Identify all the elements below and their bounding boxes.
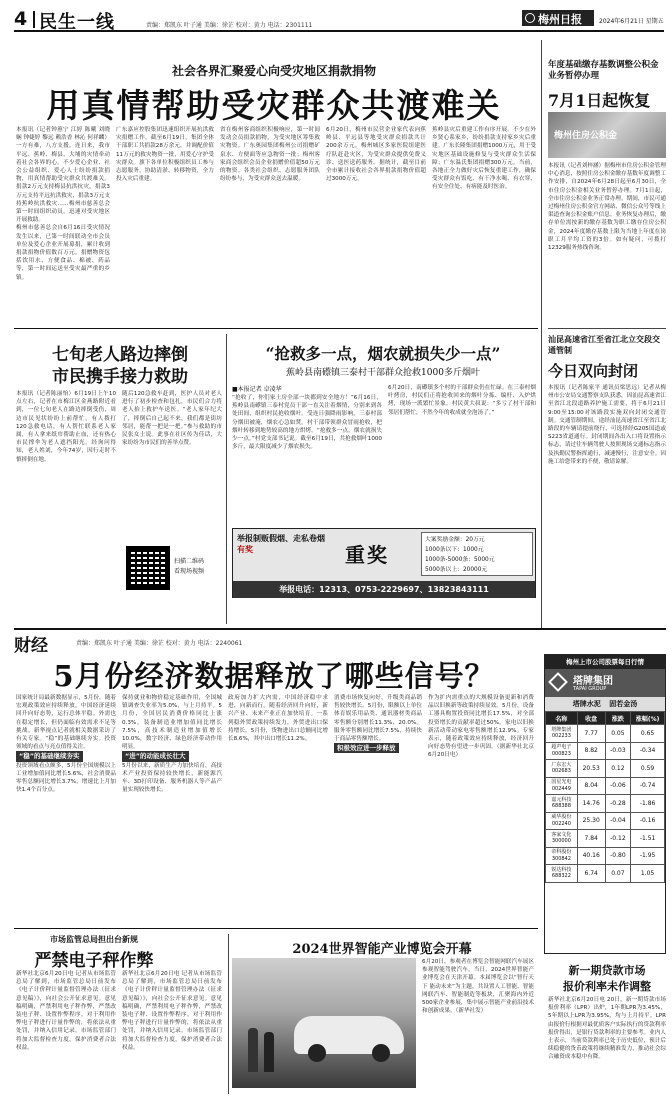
stock-close: 7.84: [577, 830, 605, 848]
stock-panel: [544, 654, 666, 954]
market-body-2: [122, 970, 222, 1094]
stock-change: -0.12: [605, 830, 631, 848]
stock-row: [546, 760, 665, 778]
qr-caption-b: 看现场视频: [174, 568, 205, 575]
housing-fund-banner-text: 梅州住房公积金: [554, 131, 618, 141]
tapai-logo-icon: [548, 672, 568, 692]
stock-close: 6.74: [577, 865, 605, 883]
right-top-headline-b: 7月1日起恢复: [548, 91, 651, 110]
ad-title-text: 举报制贩假烟、走私卷烟: [237, 533, 325, 543]
story3-body: “抢收了，你们家土房全部一块都到安全地方！”6月16日，蕉岭县南礤镇三泰村党员干部一直关注着烟情，分别来到各处田间，组织村民抢收烟叶。受连日强降雨影响，三泰村部分烟田被淹，烟农心急如焚。村干部带领群众冒雨抢收，把烟叶转移到地势较高的地方烘烤。“抢救多一点，烟农就损失少一点。”村党支部书记说。截至6月19日，共抢救烟叶1000多斤，最大限度减少了烟农损失。: [232, 395, 382, 451]
stock-name: 帝科股份 300842: [546, 847, 578, 865]
stock-row: [546, 865, 665, 883]
stock-header-change: 涨跌: [605, 712, 631, 725]
stock-slogan-a: 塔牌水泥: [572, 700, 601, 708]
stock-pct: 1.05: [631, 865, 665, 883]
stock-name: 国星光电 002449: [546, 777, 578, 795]
ad-line-4: 5000条以上：20000元: [425, 567, 488, 573]
stock-change: -0.04: [605, 812, 631, 830]
story2-body-a: 本报讯（记者陈丽怡）6月19日上午10点左右，记者在市梅江区金燕路附近看到，一位七旬老人在路边摔倒受伤，周边市民见状纷纷上前帮忙。有人拨打120急救电话，有人帮忙联系老人家属，有人拿来纸巾帮助止血，还有热心市民撑伞为老人遮挡阳光。经询问得知，老人姓刘，今年74岁，因行走时不慎摔倒在地。: [16, 391, 116, 463]
finance-column-5: 作为扩内需重点的大规模设备更新和消费品以旧换新等政策持续显效。5月份，设备工器具购置投资同比增长17.5%，对全部投资增长的贡献率超过50%。家电以旧换新活动带动家电零售额增长12.9%。专家表示，随着政策效应持续释放，经济回升向好态势有望进一步巩固。（据新华社北京6月20日电）: [428, 695, 534, 759]
lpr-headline-b: 报价利率未作调整: [563, 980, 651, 993]
finance-subhead-3: 积极效应进一步释放: [334, 743, 399, 753]
stock-name: 威华股份 002240: [546, 812, 578, 830]
finance-text-2b: 5月份以来，新质生产力加快培育，高技术产业投资保持较快增长，新能源汽车、3D打印设备、服务机器人等产品产量实现较快增长。: [122, 762, 222, 794]
stock-row: [546, 830, 665, 848]
stock-close: 40.16: [577, 847, 605, 865]
stock-company-en: TAPAI GROUP: [573, 686, 607, 692]
market-body-cont: 新华社北京6月20日电 记者从市场监管总局了解到，市场监管总局日前发布《电子计价秤计量监督管理办法（征求意见稿）》，向社会公开征求意见。意见稿明确，严禁利用电子秤作弊，严禁改装电子秤、设置作弊程序。对于利用作弊电子秤进行计量作弊的，将依法从重处罚，并纳入信用记录。市场监管部门将加大监督检查力度，保护消费者合法权益。: [122, 971, 222, 1051]
expo-car-wheel-rear: [372, 1044, 390, 1062]
qr-code[interactable]: [126, 546, 170, 590]
page-section-title: 民生一线: [39, 12, 115, 33]
stock-close: 25.30: [577, 812, 605, 830]
finance-column-4: [334, 694, 422, 926]
stock-change: -0.80: [605, 847, 631, 865]
logo-icon: [525, 13, 535, 23]
finance-column-2: [122, 694, 222, 926]
stock-row: [546, 742, 665, 760]
right-separator: [548, 328, 666, 329]
story3-body-2: 6月20日，南礤镇多个村的干部群众仍在忙碌。在三泰村烟叶烤房，村民们正将抢收回来的烟叶分拣、编杆、入炉烘烤，现场一派繁忙景象。村民黄大叔说：“多亏了村干部和邻居们帮忙，不然今年的收成就全泡汤了。”: [388, 385, 536, 416]
stock-table-header: [546, 712, 665, 725]
tobacco-report-ad: [232, 528, 536, 598]
ad-title: [237, 533, 333, 555]
finance-column-3: 政府加力扩大内需，中国经济稳中求进，向新而行。随着经济回升向好，新兴产业、未来产业正在加快培育。一系列稳外贸政策持续发力，外贸进出口保持增长。5月份，货物进出口总额同比增长8.6%，其中出口增长11.2%。: [228, 695, 328, 743]
stock-pct: 0.59: [631, 760, 665, 778]
stock-header-name: 名称: [546, 712, 578, 725]
market-kicker: 市场监管总局担出台新规: [50, 934, 138, 944]
stock-table: [545, 711, 665, 883]
stock-close: 7.77: [577, 725, 605, 743]
stock-header-pct: 涨幅(%): [631, 712, 665, 725]
stock-change: 0.05: [605, 725, 631, 743]
stock-slogan: [545, 697, 665, 711]
stock-pct: -0.16: [631, 812, 665, 830]
right-top-body: 本报讯（记者刘梓涵）据梅州市住房公积金管理中心消息，按照住房公积金缴存基数年度调整工作安排，自2024年6月28日起至6月30日，全市住房公积金相关业务暂停办理。7月1日起，全市住房公积金业务正常办理。期间，市民可通过梅州住房公积金官方网站、微信公众号等线上渠道查询公积金账户信息。业务恢复办理后，缴存单位需按新的缴存基数为职工缴存住房公积金，2024年度缴存基数上限为当地上年度在岗职工月平均工资的3倍。如有疑问，可拨打12329服务热线咨询。: [548, 163, 666, 252]
ad-center-text: 重奖: [345, 543, 389, 567]
stock-pct: -0.34: [631, 742, 665, 760]
story3-headline: “抢救多一点，烟农就损失少一点”: [265, 344, 501, 363]
ad-title-reward: 有奖: [237, 544, 253, 554]
stock-header-close: 收盘: [577, 712, 605, 725]
market-body: 新华社北京6月20日电 记者从市场监管总局了解到，市场监管总局日前发布《电子计价秤计量监督管理办法（征求意见稿）》，向社会公开征求意见。意见稿明确，严禁利用电子秤作弊，严禁改装电子秤、设置作弊程序。对于利用作弊电子秤进行计量作弊的，将依法从重处罚，并纳入信用记录。市场监管部门将加大监督检查力度，保护消费者合法权益。: [16, 971, 116, 1051]
lead-column-3: 省在梅州客商组织积极响应，第一时间发动会员捐款捐物，为受灾地区筹集救灾物资。广东奥园集团梅州公司捐赠矿泉水、方便面等应急物资一批；梅州客家商会组织会员企业捐赠价值超50万元的物资。各类社会组织、志愿服务团队纷纷参与，为受灾群众送去温暖。: [220, 127, 320, 183]
ad-line-2: 1000条以下：1000元: [425, 547, 484, 553]
market-rule: [228, 934, 229, 1094]
lead-headline: 用真情帮助受灾群众共渡难关: [46, 86, 502, 125]
stock-change: 0.07: [605, 865, 631, 883]
finance-text-4: 消费市场恢复向好，升级类商品销售较快增长。5月份，限额以上单位体育娱乐用品类、通讯器材类商品零售额分别增长11.3%、20.0%。服务零售额同比增长7.5%，持续快于商品零售额增长。: [334, 695, 422, 743]
stock-pct: -0.74: [631, 777, 665, 795]
expo-person-1: [248, 1028, 258, 1072]
stock-pct: -1.51: [631, 830, 665, 848]
page-credits: 责编：郑凯东 叶子通 美编：徐芷 校对：黄力 电话：2301111: [146, 22, 313, 29]
stock-row: [546, 725, 665, 743]
stock-company-banner: [545, 669, 665, 697]
column-rule: [541, 40, 542, 630]
masthead: [14, 8, 664, 32]
stock-change: -0.06: [605, 777, 631, 795]
stock-name: 塔牌集团 002233: [546, 725, 578, 743]
finance-section-title: 财经: [14, 636, 48, 656]
finance-credits: 责编：郑凯东 叶子通 美编：徐芷 校对：黄力 电话：2240061: [76, 640, 243, 647]
lpr-headline-a: 新一期贷款市场: [568, 964, 646, 977]
finance-subhead-2: “进”的动能成长壮大: [122, 751, 189, 761]
lead-kicker: 社会各界汇聚爱心向受灾地区捐款捐物: [171, 64, 376, 78]
stock-pct: -1.86: [631, 795, 665, 813]
stock-row: [546, 777, 665, 795]
stock-name: 超声电子 000823: [546, 742, 578, 760]
housing-fund-banner: [548, 112, 666, 158]
ad-line-3: 1000条-5000条：5000元: [425, 557, 495, 563]
finance-column-1: [16, 694, 116, 926]
story3-byline: ■本报记者 卓凌华: [232, 386, 282, 393]
finance-subhead-1: “稳”的基础继续夯实: [16, 751, 83, 761]
right-mid-headline: 今日双向封闭: [548, 362, 639, 380]
right-mid-body: 本报讯（记者陈家平 通讯员梁思远）记者从梅州市公安局交通警察支队获悉，因汕昆高速省江至省江北段道路养护施工需要，将于6月21日9:00至15:00对该路段实施双向封闭交通管制。交通管制期间，途经汕昆高速省江至省江北路段的车辆请提前绕行，可选择经G205国道或S223省道通行。封闭期间各出入口将设置指示标志，请过往车辆驾驶人按照现场交通标志指示及执勤民警指挥通行，减速慢行，注意安全。因施工给您带来的不便，敬请谅解。: [548, 385, 666, 465]
paper-logo: [522, 10, 594, 26]
paper-name: 梅州日报: [538, 13, 582, 26]
expo-headline: 2024世界智能产业博览会开幕: [292, 942, 472, 957]
lead-column-2: 广东嘉应控股集团迅速组织开展抗洪救灾捐赠工作，截至6月19日，集团全体干部职工共捐款28万余元，并调配价值11万元的救灾物资一批，用爱心守护受灾群众。旗下各单位积极组织员工参与志愿服务，协助清淤、转移物资，全力投入灾后重建。: [116, 127, 214, 183]
lead-text-1: 本报讯（记者钟蕙宁 江婷 陈曦 刘晓娴 钟婕婷 黎远 赖浩香 林沁 何祥麟）一方有难，八方支援。连日来，我市平远、蕉岭、梅县、大埔的灾情牵动着社会各界的心。不少爱心企业、社会公益组织、爱心人士纷纷捐款捐物，用真情帮助受灾群众共渡难关。捐款2万元支持梅县抗洪抗灾，捐款3万元支持平远抗洪救灾，捐款3万元支持蕉岭抗洪救灾……梅州市慈善总会第一时间组织动员，迅速对受灾地区开展救助。: [16, 127, 110, 224]
stock-row: [546, 795, 665, 813]
stock-row: [546, 812, 665, 830]
expo-photo: [232, 958, 416, 1088]
finance-text-2: 保持就业和物价稳定基础作用，全国城镇调查失业率为5.0%，与上月持平。5月份，全国居民消费价格同比上涨0.3%。装备制造业增加值同比增长7.5%，高技术制造业增加值增长10.0%，数字经济、绿色经济带动作用明显。: [122, 695, 222, 751]
stock-company-name: 塔牌集团: [573, 676, 613, 687]
right-top-headline-a: 年度基础缴存基数调整公积金业务暂停办理: [548, 60, 659, 81]
stock-name: 客家文化 300000: [546, 830, 578, 848]
finance-headline: 5月份经济数据释放了哪些信号？: [53, 659, 495, 693]
expo-car-wheel-front: [308, 1044, 326, 1062]
stock-close: 20.53: [577, 760, 605, 778]
stock-change: -0.03: [605, 742, 631, 760]
lead-bottom-rule: [14, 328, 538, 329]
stock-close: 8.82: [577, 742, 605, 760]
story3-subheadline: 蕉岭县南礤镇三泰村干部群众抢救1000多斤烟叶: [286, 368, 480, 378]
issue-date: 2024年6月21日 星期五: [599, 18, 664, 25]
page-number: 4: [14, 8, 28, 30]
stock-pct: -1.95: [631, 847, 665, 865]
finance-bottom-rule: [14, 928, 538, 929]
story2-rule: [226, 334, 227, 624]
stock-close: 14.76: [577, 795, 605, 813]
market-headline: 严禁电子秤作弊: [34, 951, 154, 971]
qr-caption-a: 扫描二维码: [174, 558, 205, 565]
ad-hotline: 举报电话：12313、0753-2229697、13823843111: [233, 581, 535, 598]
stock-change: 0.12: [605, 760, 631, 778]
stock-panel-title: 梅州上市公司股票每日行情: [545, 655, 665, 669]
page-section-divider: [33, 11, 35, 28]
stock-pct: 0.65: [631, 725, 665, 743]
stock-name: 嘉元科技 688388: [546, 795, 578, 813]
expo-body: 6月20日，参观者在博览会智能网联汽车展区参观智能驾驶汽车。当日，2024世界智能产业博览会在天津开幕。本届博览会以“智行天下 能动未来”为主题，共设置人工智能、智能网联汽车、智能制造等板块，汇聚海内外近500家企业参展，集中展示智能产业前沿技术和创新成果。（新华社发）: [422, 959, 534, 1015]
lead-text-1b: 梅州市慈善总会自6月16日受灾情况发生以来，已第一时间联动全市会员单位及爱心企业开展募捐，累计收到捐款捐物价值数百万元。捐赠物资包括饮用水、方便食品、棉被、药品等，第一时间运送至受灾最严重的乡镇。: [16, 225, 110, 281]
ad-amount-box: [421, 532, 533, 576]
lead-column-4: 6月20日，梅州市民营企业家代表向蕉岭县、平远县等地受灾群众捐款共计200余万元。梅州城区多家医院组建医疗队赶赴灾区，为受灾群众提供免费义诊、送医送药服务。据统计，截至目前全市累计接收社会各界捐款捐物价值超过3000万元。: [326, 127, 426, 183]
story2-body-b: 随后120急救车赶到，医护人员对老人进行了初步检查和包扎，市民们合力将老人抬上救护车送医。“老人家年纪大了，摔倒后自己起不来，我们都是街坊邻居，能帮一把是一把。”参与救助的市民张女士说。此事在社区传为佳话，大家纷纷为市民们的善举点赞。: [122, 391, 222, 447]
finance-text-1: 国家统计局最新数据显示，5月份，随着宏观政策效应持续释放，中国经济延续回升向好态势，运行总体平稳。外需也在稳定增长，但仍面临有效需求不足等挑战。新华视点记者就相关数据采访了有关专家。“稳”的基础继续夯实。投资领域的看点与亮点值得关注。: [16, 695, 116, 751]
lpr-body: 新华社北京6月20日电 20日，新一期贷款市场报价利率（LPR）出炉，1年期LPR为3.45%，5年期以上LPR为3.95%，均与上月持平。LPR由报价行根据对最优质客户实际执行的贷款利率报价得出，是银行贷款利率的主要参考。业内人士表示，当前贷款利率已处于历史低位，预计后续稳健的货币政策将继续精准发力，推动社会综合融资成本稳中有降。: [548, 997, 666, 1061]
expo-person-2: [264, 1032, 274, 1072]
finance-text-1b: 投资领域看点颇多，5月份全国规模以上工业增加值同比增长5.6%，社会消费品零售总额同比增长3.7%，增速比上月加快1.4个百分点。: [16, 762, 116, 794]
stock-name: 锐达科技 688322: [546, 865, 578, 883]
story2-headline-b: 市民携手接力救助: [52, 367, 188, 387]
story2-headline-a: 七旬老人路边摔倒: [52, 345, 188, 365]
stock-table-body: [546, 725, 665, 883]
finance-section-head: [14, 628, 666, 656]
stock-change: -0.28: [605, 795, 631, 813]
stock-close: 8.04: [577, 777, 605, 795]
right-mid-kicker: 汕昆高速省江至省江北立交段交通管制: [548, 334, 660, 355]
stock-row: [546, 847, 665, 865]
stock-name: 广东宏大 002683: [546, 760, 578, 778]
ad-line-1: 大案奖励金额：20万元: [425, 537, 485, 543]
stock-slogan-b: 固若金汤: [609, 700, 638, 708]
lead-column-5: 蕉岭县灾后重建工作有序开展。不少在外乡贤心系家乡，纷纷捐款支持家乡灾后重建。广东长隆集团捐赠1000万元，用于受灾地区基础设施修复与受灾群众生活保障；广东温氏集团捐赠300万元。当前，各地正全力做好灾后恢复重建工作，确保受灾群众有饭吃、有干净水喝、有衣穿、有安全住处、有病能及时医治。: [432, 127, 536, 191]
